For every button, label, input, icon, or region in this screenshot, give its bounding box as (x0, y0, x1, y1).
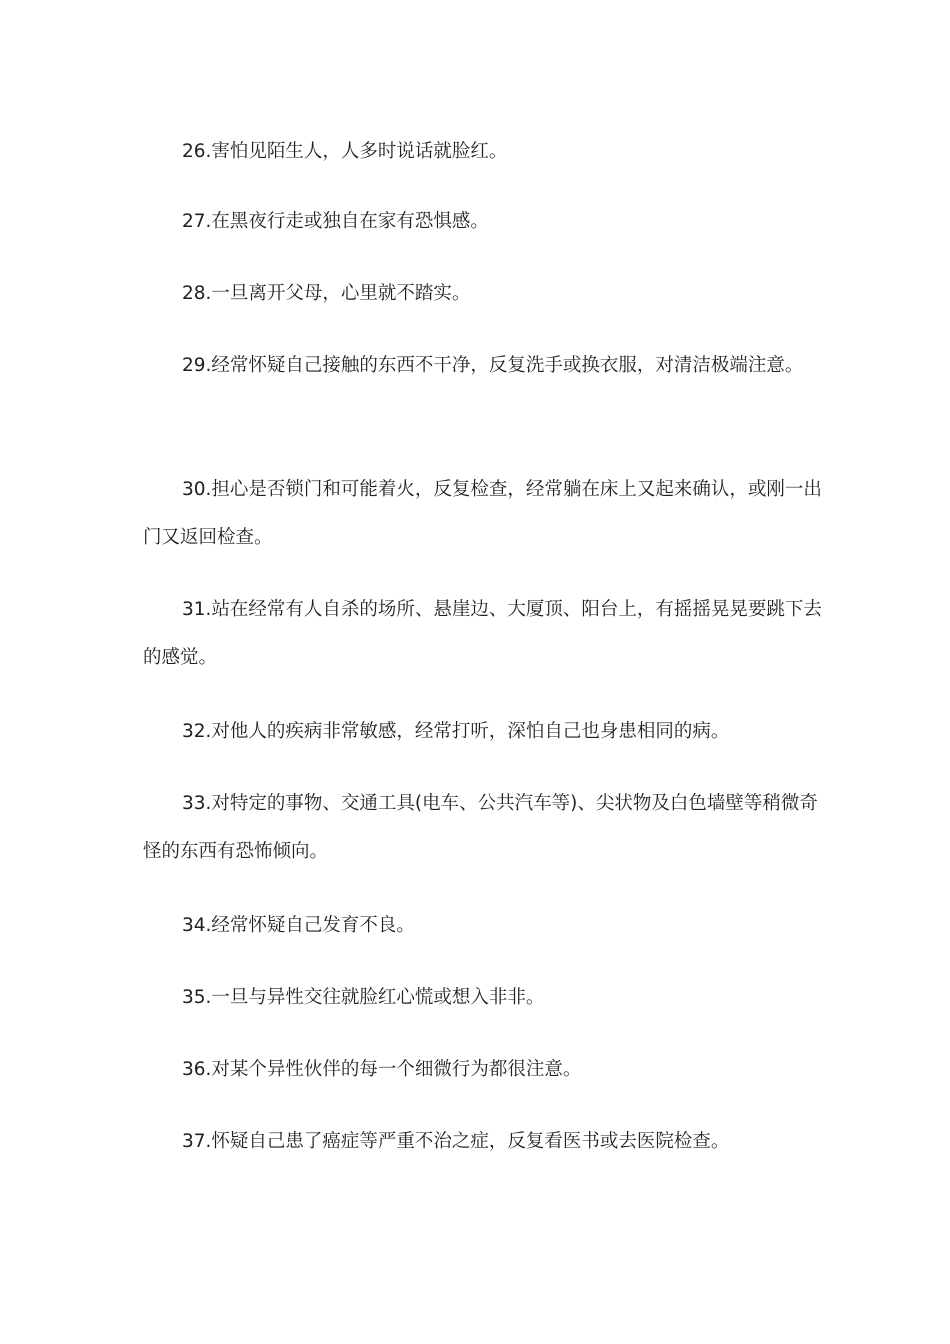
list-item-35: 35.一旦与异性交往就脸红心慌或想入非非。 (182, 987, 545, 1008)
list-item-32: 32.对他人的疾病非常敏感，经常打听，深怕自己也身患相同的病。 (182, 721, 730, 742)
list-item-34: 34.经常怀疑自己发育不良。 (182, 915, 415, 936)
list-item-27: 27.在黑夜行走或独自在家有恐惧感。 (182, 211, 489, 232)
list-item-33: 33.对特定的事物、交通工具(电车、公共汽车等)、尖状物及白色墙壁等稍微奇怪的东西有恐怖倾向。 (143, 793, 818, 862)
list-item-29: 29.经常怀疑自己接触的东西不干净，反复洗手或换衣服，对清洁极端注意。 (182, 355, 804, 376)
list-item-28: 28.一旦离开父母，心里就不踏实。 (182, 283, 471, 304)
list-item-36: 36.对某个异性伙伴的每一个细微行为都很注意。 (182, 1059, 582, 1080)
list-item-26: 26.害怕见陌生人，人多时说话就脸红。 (182, 141, 508, 162)
list-item-37: 37.怀疑自己患了癌症等严重不治之症，反复看医书或去医院检查。 (182, 1131, 730, 1152)
list-item-31: 31.站在经常有人自杀的场所、悬崖边、大厦顶、阳台上，有摇摇晃晃要跳下去的感觉。 (143, 599, 822, 668)
list-item-30: 30.担心是否锁门和可能着火，反复检查，经常躺在床上又起来确认，或刚一出门又返回检查。 (143, 479, 822, 548)
